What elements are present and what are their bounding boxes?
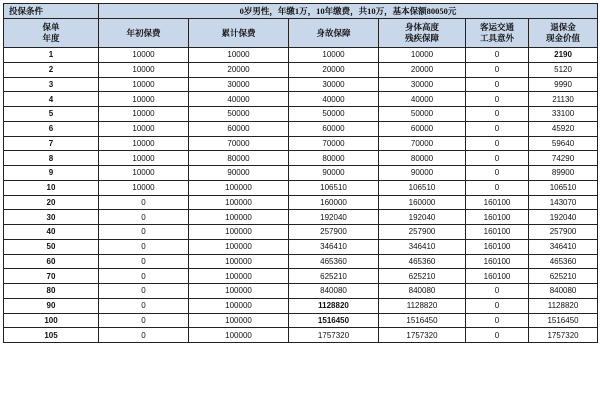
column-header-line: 身体高度 <box>404 22 439 32</box>
table-row <box>4 328 598 343</box>
cell-disability: 80000 <box>379 151 466 166</box>
column-header-line: 残疾保障 <box>404 33 439 43</box>
cell-death: 60000 <box>289 121 379 136</box>
cell-year: 1 <box>4 48 99 63</box>
cell-cash: 106510 <box>529 180 598 195</box>
cell-disability: 346410 <box>379 239 466 254</box>
cell-transport: 160100 <box>466 210 529 225</box>
column-header-line: 累计保费 <box>221 27 256 38</box>
cell-year: 50 <box>4 239 99 254</box>
cell-death: 1757320 <box>289 328 379 343</box>
cell-transport: 0 <box>466 284 529 299</box>
table-row <box>4 180 598 195</box>
cell-transport: 0 <box>466 48 529 63</box>
cell-year: 5 <box>4 107 99 122</box>
cell-transport: 0 <box>466 313 529 328</box>
cell-year: 80 <box>4 284 99 299</box>
cell-disability: 20000 <box>379 62 466 77</box>
table-row <box>4 195 598 210</box>
cell-disability: 90000 <box>379 166 466 181</box>
policy-benefit-table <box>3 3 598 343</box>
cell-annual: 0 <box>99 210 189 225</box>
cell-cumulative: 90000 <box>189 166 289 181</box>
cell-disability: 840080 <box>379 284 466 299</box>
cell-cash: 33100 <box>529 107 598 122</box>
cell-cash: 74290 <box>529 151 598 166</box>
cell-disability: 1757320 <box>379 328 466 343</box>
cell-annual: 0 <box>99 225 189 240</box>
cell-cash: 1128820 <box>529 298 598 313</box>
table-row <box>4 284 598 299</box>
cell-cash: 9990 <box>529 77 598 92</box>
cell-year: 100 <box>4 313 99 328</box>
table-row <box>4 121 598 136</box>
cell-cumulative: 100000 <box>189 210 289 225</box>
table-row <box>4 136 598 151</box>
table-row <box>4 313 598 328</box>
cell-transport: 0 <box>466 328 529 343</box>
table-row <box>4 107 598 122</box>
cell-annual: 0 <box>99 195 189 210</box>
column-header-row <box>4 19 598 48</box>
cell-disability: 1128820 <box>379 298 466 313</box>
cell-cumulative: 100000 <box>189 225 289 240</box>
cell-transport: 160100 <box>466 254 529 269</box>
column-header-disability <box>379 19 466 48</box>
cell-cash: 346410 <box>529 239 598 254</box>
cell-cash: 143070 <box>529 195 598 210</box>
table-body <box>4 48 598 343</box>
table-row <box>4 210 598 225</box>
cell-annual: 10000 <box>99 151 189 166</box>
cell-year: 30 <box>4 210 99 225</box>
cell-death: 346410 <box>289 239 379 254</box>
condition-label: 投保条件 <box>4 4 99 19</box>
cell-disability: 70000 <box>379 136 466 151</box>
cell-annual: 10000 <box>99 92 189 107</box>
cell-year: 8 <box>4 151 99 166</box>
cell-death: 30000 <box>289 77 379 92</box>
table-row <box>4 239 598 254</box>
cell-year: 60 <box>4 254 99 269</box>
table-row <box>4 62 598 77</box>
cell-transport: 0 <box>466 121 529 136</box>
cell-transport: 0 <box>466 151 529 166</box>
column-header-line: 保单 <box>42 22 60 32</box>
column-header-cumulative <box>189 19 289 48</box>
condition-row <box>4 4 598 19</box>
cell-transport: 0 <box>466 92 529 107</box>
table-row <box>4 48 598 63</box>
cell-cumulative: 10000 <box>189 48 289 63</box>
column-header-line: 年度 <box>42 33 60 43</box>
cell-cumulative: 80000 <box>189 151 289 166</box>
cell-cash: 465360 <box>529 254 598 269</box>
table-row <box>4 254 598 269</box>
cell-disability: 1516450 <box>379 313 466 328</box>
cell-disability: 257900 <box>379 225 466 240</box>
cell-year: 2 <box>4 62 99 77</box>
cell-annual: 0 <box>99 269 189 284</box>
cell-annual: 0 <box>99 254 189 269</box>
cell-cumulative: 60000 <box>189 121 289 136</box>
cell-annual: 0 <box>99 239 189 254</box>
cell-year: 7 <box>4 136 99 151</box>
cell-cash: 2190 <box>529 48 598 63</box>
cell-disability: 160000 <box>379 195 466 210</box>
cell-disability: 465360 <box>379 254 466 269</box>
cell-cumulative: 100000 <box>189 298 289 313</box>
cell-transport: 0 <box>466 136 529 151</box>
column-header-death <box>289 19 379 48</box>
cell-year: 105 <box>4 328 99 343</box>
column-header-cash <box>529 19 598 48</box>
cell-death: 840080 <box>289 284 379 299</box>
cell-death: 1128820 <box>289 298 379 313</box>
cell-death: 90000 <box>289 166 379 181</box>
cell-cumulative: 100000 <box>189 269 289 284</box>
cell-cumulative: 100000 <box>189 328 289 343</box>
cell-cash: 89900 <box>529 166 598 181</box>
cell-year: 70 <box>4 269 99 284</box>
cell-cumulative: 100000 <box>189 284 289 299</box>
cell-annual: 10000 <box>99 180 189 195</box>
cell-transport: 0 <box>466 77 529 92</box>
cell-disability: 10000 <box>379 48 466 63</box>
cell-cumulative: 100000 <box>189 195 289 210</box>
cell-annual: 0 <box>99 313 189 328</box>
column-header-transport <box>466 19 529 48</box>
cell-cumulative: 100000 <box>189 313 289 328</box>
cell-death: 20000 <box>289 62 379 77</box>
cell-disability: 40000 <box>379 92 466 107</box>
table-row <box>4 225 598 240</box>
cell-disability: 192040 <box>379 210 466 225</box>
cell-annual: 0 <box>99 328 189 343</box>
cell-cumulative: 20000 <box>189 62 289 77</box>
condition-text: 0岁男性，年缴1万，10年缴费，共10万，基本保额80050元 <box>99 4 598 19</box>
cell-cash: 45920 <box>529 121 598 136</box>
cell-annual: 10000 <box>99 77 189 92</box>
column-header-annual <box>99 19 189 48</box>
cell-annual: 10000 <box>99 166 189 181</box>
cell-death: 1516450 <box>289 313 379 328</box>
cell-cash: 59640 <box>529 136 598 151</box>
cell-transport: 0 <box>466 298 529 313</box>
cell-annual: 0 <box>99 298 189 313</box>
cell-cumulative: 50000 <box>189 107 289 122</box>
table-row <box>4 77 598 92</box>
cell-cumulative: 100000 <box>189 239 289 254</box>
cell-cumulative: 100000 <box>189 180 289 195</box>
column-header-line: 退保金 <box>550 22 576 32</box>
cell-cash: 192040 <box>529 210 598 225</box>
cell-transport: 0 <box>466 166 529 181</box>
cell-death: 10000 <box>289 48 379 63</box>
cell-annual: 10000 <box>99 107 189 122</box>
column-header-line: 客运交通 <box>479 22 514 32</box>
cell-cumulative: 30000 <box>189 77 289 92</box>
column-header-line: 身故保障 <box>316 27 351 38</box>
table-row <box>4 298 598 313</box>
table-row <box>4 92 598 107</box>
column-header-line: 现金价值 <box>546 33 581 43</box>
cell-year: 9 <box>4 166 99 181</box>
cell-cash: 1757320 <box>529 328 598 343</box>
cell-death: 106510 <box>289 180 379 195</box>
cell-annual: 0 <box>99 284 189 299</box>
cell-disability: 106510 <box>379 180 466 195</box>
cell-cash: 1516450 <box>529 313 598 328</box>
cell-cash: 21130 <box>529 92 598 107</box>
cell-cumulative: 70000 <box>189 136 289 151</box>
cell-cash: 840080 <box>529 284 598 299</box>
table-row <box>4 166 598 181</box>
table-row <box>4 269 598 284</box>
cell-year: 10 <box>4 180 99 195</box>
cell-year: 6 <box>4 121 99 136</box>
cell-annual: 10000 <box>99 136 189 151</box>
cell-transport: 0 <box>466 107 529 122</box>
cell-transport: 160100 <box>466 269 529 284</box>
cell-cash: 257900 <box>529 225 598 240</box>
cell-year: 3 <box>4 77 99 92</box>
cell-transport: 160100 <box>466 225 529 240</box>
cell-disability: 625210 <box>379 269 466 284</box>
cell-death: 625210 <box>289 269 379 284</box>
cell-disability: 30000 <box>379 77 466 92</box>
cell-transport: 0 <box>466 62 529 77</box>
cell-annual: 10000 <box>99 48 189 63</box>
column-header-year <box>4 19 99 48</box>
column-header-line: 年初保费 <box>126 27 161 38</box>
cell-disability: 60000 <box>379 121 466 136</box>
cell-year: 90 <box>4 298 99 313</box>
cell-annual: 10000 <box>99 62 189 77</box>
cell-death: 70000 <box>289 136 379 151</box>
cell-death: 257900 <box>289 225 379 240</box>
cell-year: 20 <box>4 195 99 210</box>
cell-transport: 160100 <box>466 239 529 254</box>
cell-death: 50000 <box>289 107 379 122</box>
cell-cash: 5120 <box>529 62 598 77</box>
column-header-line: 工具意外 <box>479 33 514 43</box>
cell-death: 80000 <box>289 151 379 166</box>
cell-cumulative: 100000 <box>189 254 289 269</box>
cell-transport: 0 <box>466 180 529 195</box>
table-row <box>4 151 598 166</box>
cell-year: 4 <box>4 92 99 107</box>
cell-annual: 10000 <box>99 121 189 136</box>
cell-death: 192040 <box>289 210 379 225</box>
cell-cash: 625210 <box>529 269 598 284</box>
cell-year: 40 <box>4 225 99 240</box>
cell-cumulative: 40000 <box>189 92 289 107</box>
cell-death: 40000 <box>289 92 379 107</box>
cell-disability: 50000 <box>379 107 466 122</box>
cell-death: 160000 <box>289 195 379 210</box>
cell-transport: 160100 <box>466 195 529 210</box>
cell-death: 465360 <box>289 254 379 269</box>
